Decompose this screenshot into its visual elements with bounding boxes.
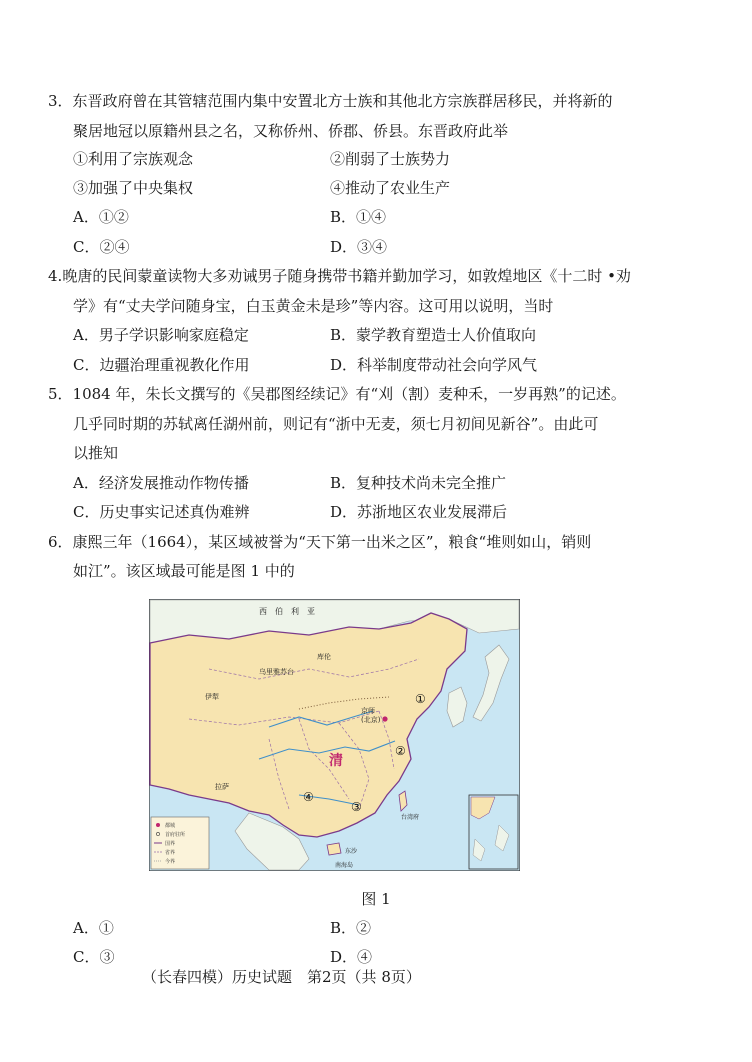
label-yili: 伊犁 [205,693,219,701]
q3-statement-3: ③加强了中央集权 [73,179,194,197]
map-marker-1: ① [415,692,426,706]
label-kulun: 库伦 [317,653,331,661]
q5-option-c[interactable]: C．历史事实记述真伪难辨 [73,503,250,521]
label-qing: 清 [329,753,343,769]
q6-option-b[interactable]: B．② [330,919,372,937]
q6-option-c[interactable]: C．③ [73,948,115,966]
q3-option-a[interactable]: A．①② [73,208,129,226]
label-jingshi: 京师 [361,707,375,715]
south-sea-inset [469,795,518,869]
q3-statement-4: ④推动了农业生产 [330,179,451,197]
legend-item-today: 今界 [165,859,176,865]
q5-option-b[interactable]: B．复种技术尚未完全推广 [330,474,507,492]
q5-option-a[interactable]: A．经济发展推动作物传播 [73,474,249,492]
map-legend [151,817,209,869]
label-dongsha: 东沙 [345,848,358,855]
q4-option-c[interactable]: C．边疆治理重视教化作用 [73,356,250,374]
legend-item-capital: 都城 [165,823,176,829]
label-taiwan: 台湾府 [401,814,420,821]
q3-option-b[interactable]: B．①④ [330,208,387,226]
q5-line-1: 5．1084 年，朱长文撰写的《吴郡图经续记》有“刈（割）麦种禾，一岁再熟”的记述。 [48,385,626,403]
legend-item-border: 国界 [165,841,176,847]
qing-dynasty-map [149,599,520,871]
q5-line-3: 以推知 [73,444,119,462]
capital-marker [382,716,387,721]
hainan-island [327,843,341,855]
q4-option-a[interactable]: A．男子学识影响家庭稳定 [73,326,249,344]
q3-statement-1: ①利用了宗族观念 [73,150,194,168]
map-marker-3: ③ [351,800,362,814]
label-nanhai: 南海岛 [335,862,354,869]
q5-option-d[interactable]: D．苏浙地区农业发展滞后 [330,503,508,521]
q4-line-2: 学》有“丈夫学问随身宝，白玉黄金未是珍”等内容。这可用以说明，当时 [73,297,554,315]
q4-option-d[interactable]: D．科举制度带动社会向学风气 [330,356,538,374]
q3-line-2: 聚居地冠以原籍州县之名，又称侨州、侨郡、侨县。东晋政府此举 [73,122,509,140]
map-marker-2: ② [395,744,406,758]
legend-item-province: 省界 [165,850,176,856]
figure-caption: 图 1 [361,890,391,908]
q4-line-1: 4.晚唐的民间蒙童读物大多劝诫男子随身携带书籍并勤加学习，如敦煌地区《十二时 •劝 [48,267,631,285]
page-footer: （长春四模）历史试题 第2页（共 8页） [142,968,421,986]
q3-option-c[interactable]: C．②④ [73,238,130,256]
q3-option-d[interactable]: D．③④ [330,238,388,256]
q6-line-1: 6．康熙三年（1664），某区域被誉为“天下第一出米之区”，粮食“堆则如山，销则 [48,533,592,551]
q6-option-d[interactable]: D．④ [330,948,373,966]
q5-line-2: 几乎同时期的苏轼离任湖州前，则记有“浙中无麦，须七月初间见新谷”。由此可 [73,415,599,433]
q6-option-a[interactable]: A．① [73,919,114,937]
q3-statement-2: ②削弱了士族势力 [330,150,451,168]
map-marker-4: ④ [303,790,314,804]
label-wuliyasutai: 乌里雅苏台 [259,668,294,676]
label-siberia: 西 伯 利 亚 [259,607,315,616]
q6-line-2: 如江”。该区域最可能是图 1 中的 [73,562,295,580]
label-lasa: 拉萨 [215,783,229,791]
q4-option-b[interactable]: B．蒙学教育塑造士人价值取向 [330,326,537,344]
legend-item-seat: 首府驻所 [165,832,186,838]
q3-line-1: 3．东晋政府曾在其管辖范围内集中安置北方士族和其他北方宗族群居移民，并将新的 [48,92,613,110]
label-beijing: (北京) [361,716,381,724]
